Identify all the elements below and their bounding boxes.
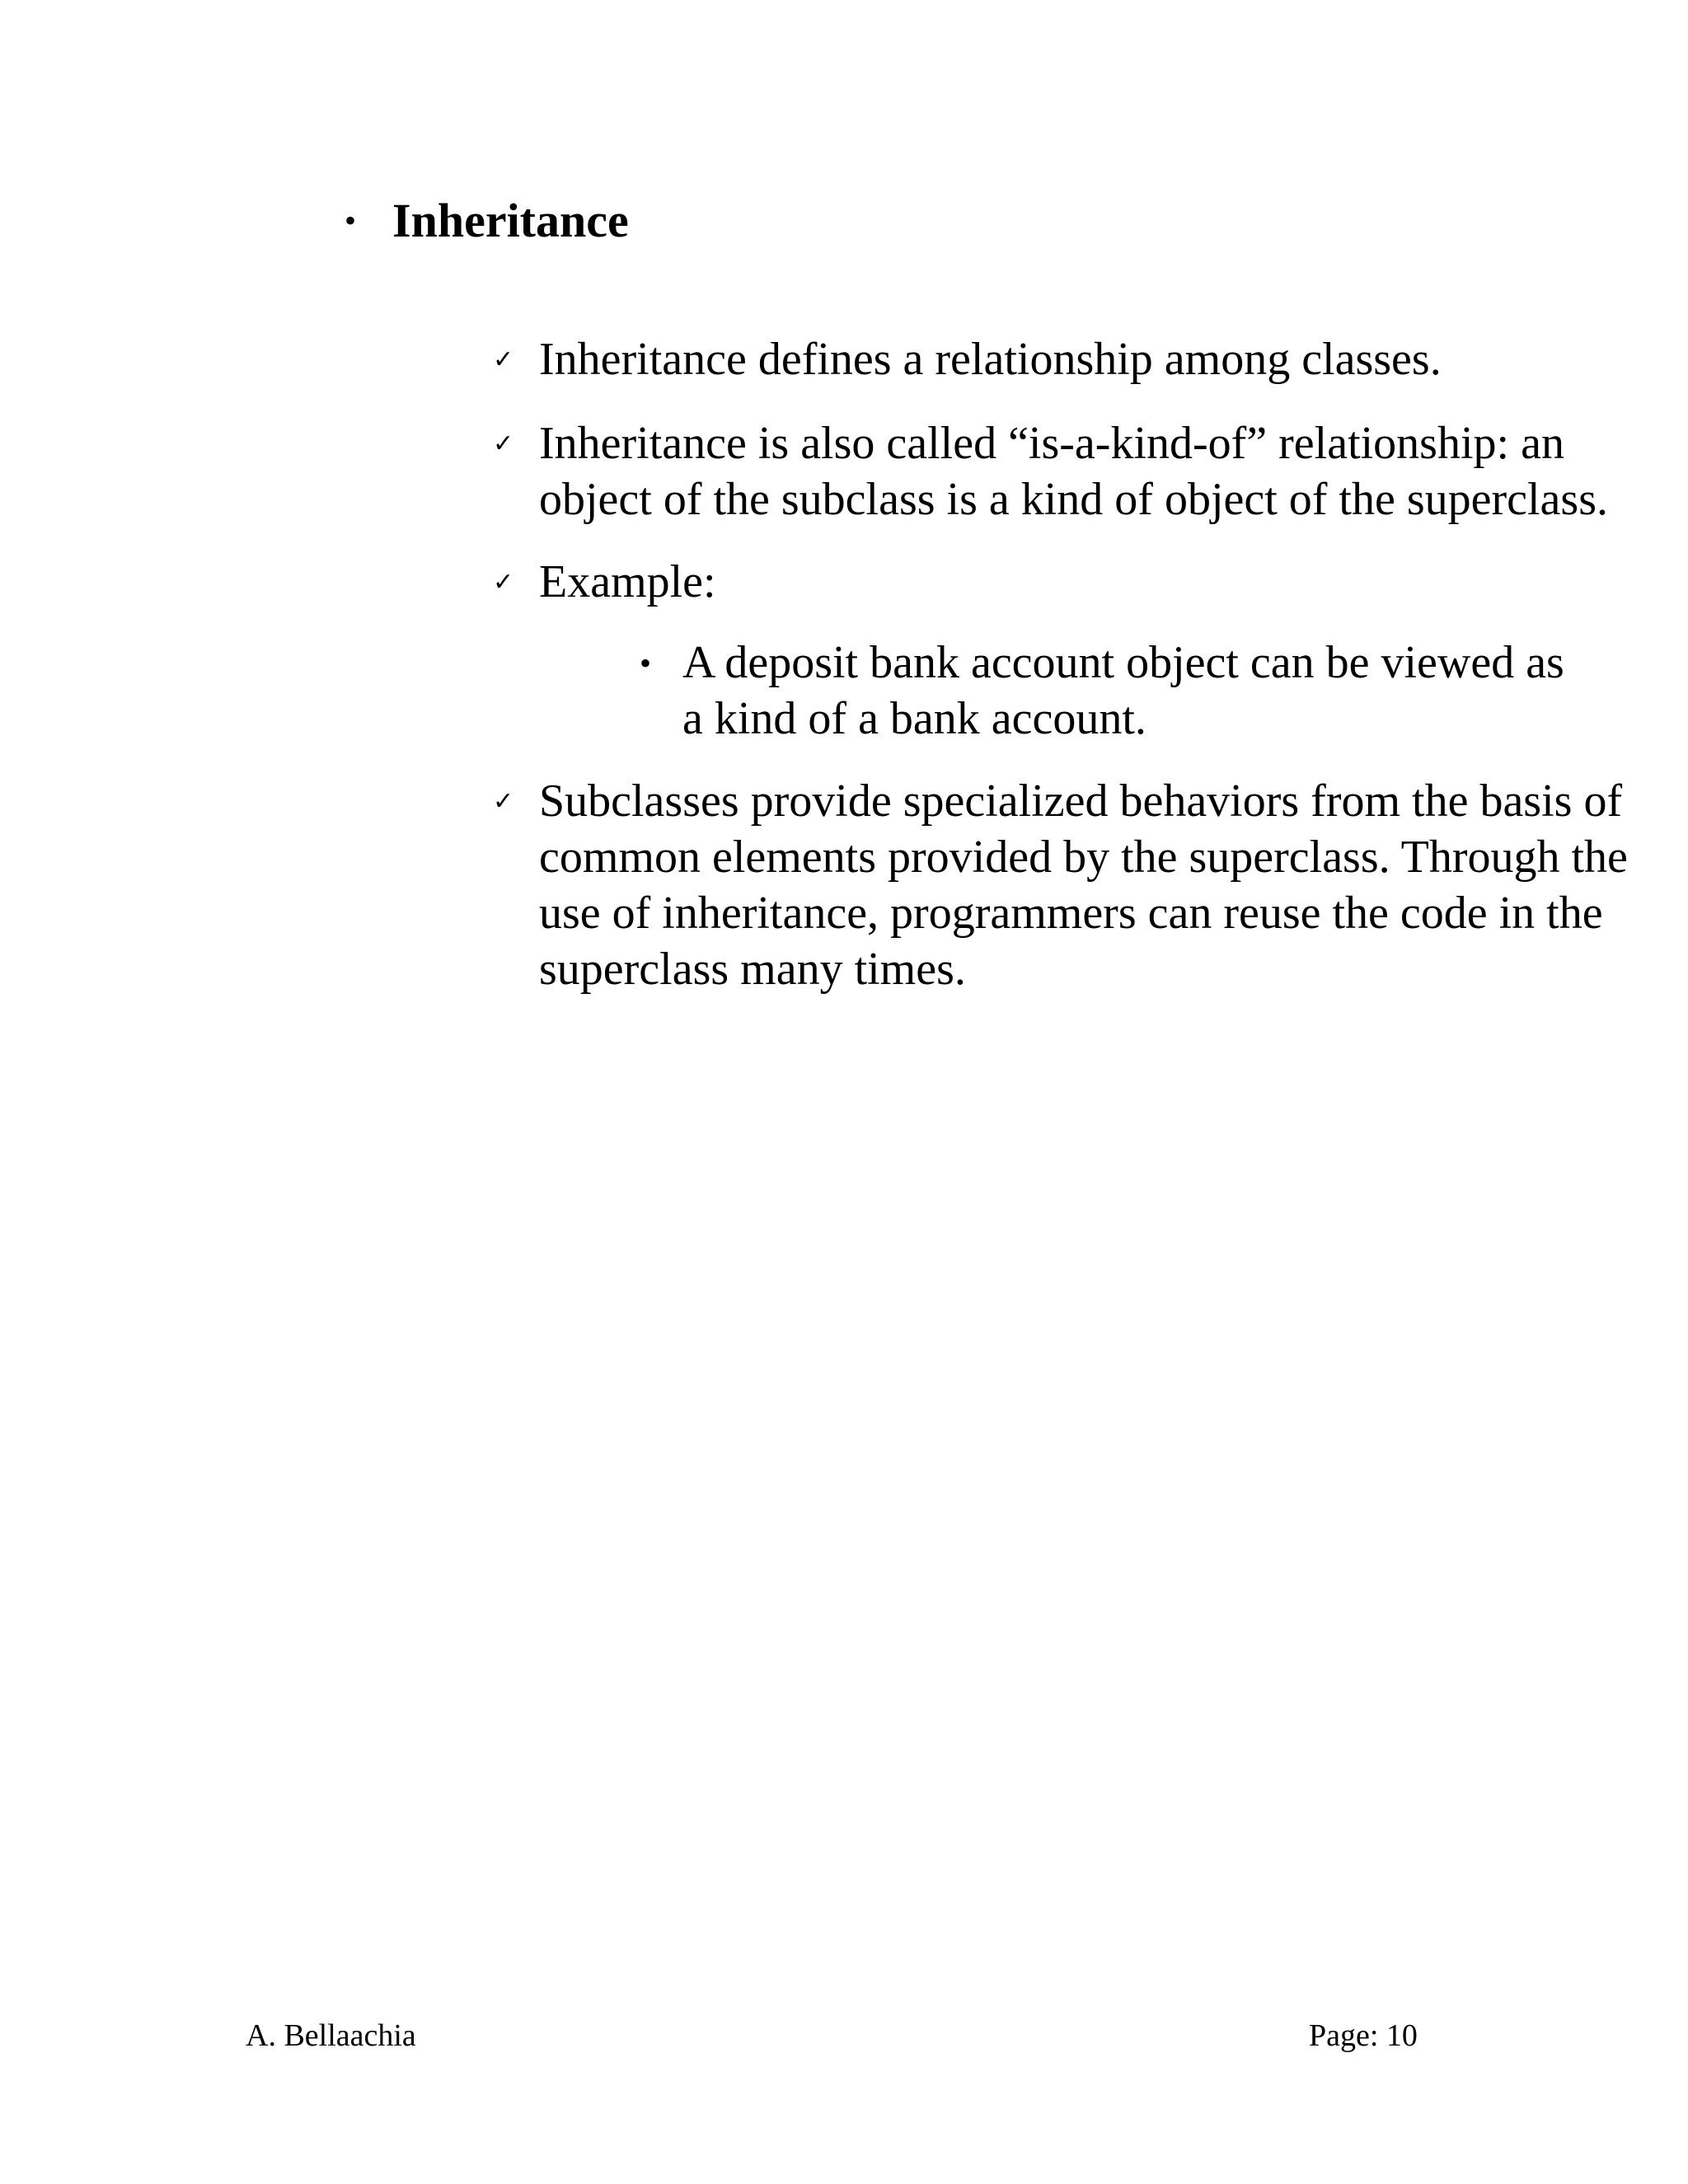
list-item-text: Inheritance defines a relationship among classes. [539, 334, 1442, 385]
list-item-text: Subclasses provide specialized behaviors from the basis of common elements provided by the superclass. Through the use of inheritance, programmers can reuse the code in the superclass many times. [539, 776, 1628, 995]
bullet-icon: • [345, 202, 357, 239]
section-title: Inheritance [392, 194, 629, 247]
bullet-icon: • [640, 644, 652, 682]
example-item [640, 635, 1587, 747]
section-heading [345, 196, 629, 246]
list-item [493, 331, 1639, 389]
list-item [493, 773, 1639, 997]
list-item-text: Inheritance is also called “is-a-kind-of” relationship: an object of the subclass is a kind of object of the superclass. [539, 418, 1608, 525]
check-icon: ✓ [493, 568, 514, 597]
list-item [493, 415, 1639, 527]
check-icon: ✓ [493, 787, 514, 816]
example-text: A deposit bank account object can be viewed as a kind of a bank account. [682, 637, 1564, 744]
footer-page-number: Page: 10 [1309, 2018, 1418, 2053]
footer-author: A. Bellaachia [246, 2018, 416, 2053]
check-icon: ✓ [493, 429, 514, 458]
check-list [493, 331, 1639, 1024]
check-icon: ✓ [493, 345, 514, 374]
example-sublist [640, 635, 1587, 747]
list-item-text: Example: [539, 556, 716, 607]
list-item [493, 554, 1639, 612]
